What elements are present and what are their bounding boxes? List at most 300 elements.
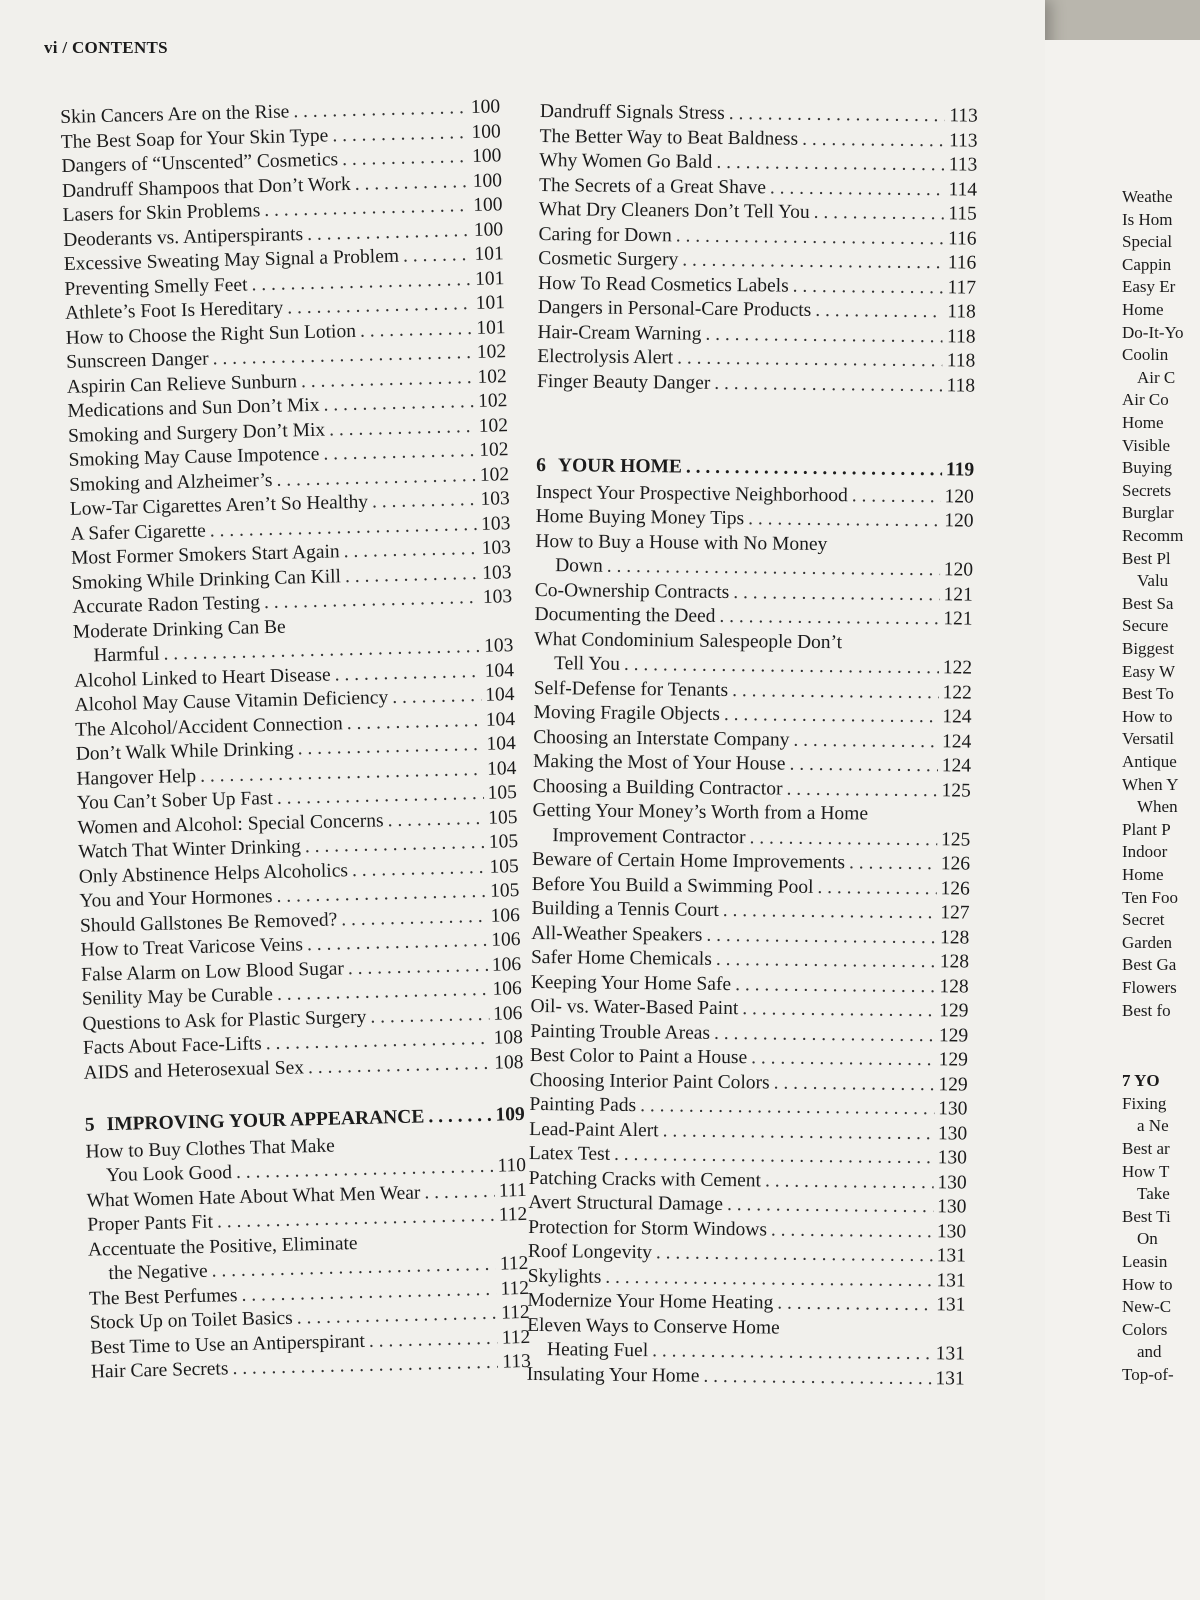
toc-page-number: 120 <box>944 510 974 532</box>
leader-dots <box>748 507 940 534</box>
toc-page-number: 127 <box>940 902 970 924</box>
toc-entry-title: The Secrets of a Great Shave <box>538 174 767 198</box>
toc-entry-title: Low-Tar Cigarettes Aren’t So Healthy <box>69 491 369 520</box>
leader-dots <box>765 1169 934 1195</box>
right-page-fragment: How T <box>1122 1161 1170 1181</box>
toc-page-number: 112 <box>500 1301 530 1324</box>
toc-entry-title: Avert Structural Damage <box>528 1191 724 1215</box>
toc-entry-title: Dangers in Personal-Care Products <box>537 296 812 321</box>
toc-page-number: 104 <box>486 733 516 755</box>
right-page-fragment: Best Ti <box>1122 1206 1171 1226</box>
toc-page-number: 100 <box>470 96 501 118</box>
toc-page-number: 112 <box>500 1277 530 1300</box>
right-page-fragment: Cappin <box>1122 254 1172 274</box>
page-number: vi <box>44 38 58 57</box>
toc-entry-title: How to Buy a House with No Money <box>535 530 828 555</box>
right-page-fragment: Flowers <box>1122 978 1177 997</box>
toc-page-number: 130 <box>937 1122 968 1145</box>
toc-page-number: 116 <box>947 252 977 274</box>
toc-entry-continuation: Down <box>555 555 603 577</box>
leader-dots <box>372 488 477 515</box>
toc-entry-title: Patching Cracks with Cement <box>528 1167 762 1191</box>
toc-entry-title: Protection for Storm Windows <box>528 1216 768 1240</box>
leader-dots <box>352 855 486 883</box>
toc-page-number: 125 <box>941 779 971 802</box>
leader-dots <box>264 586 479 616</box>
toc-entry-continuation: Tell You <box>553 653 621 675</box>
toc-entry-title: How to Choose the Right Sun Lotion <box>65 320 357 349</box>
toc-entry-title: Deoderants vs. Antiperspirants <box>63 223 304 251</box>
toc-entry-title: Athlete’s Foot Is Hereditary <box>64 297 284 324</box>
toc-page-number: 131 <box>936 1294 966 1316</box>
toc-entry-title: Hair-Cream Warning <box>537 321 702 345</box>
right-page-fragment: When Y <box>1122 774 1179 794</box>
right-page-fragment: When <box>1137 797 1178 817</box>
toc-entry-title: Accurate Radon Testing <box>71 592 261 618</box>
right-page-fragment: Burglar <box>1122 503 1174 523</box>
toc-entry-title: Hair Care Secrets <box>90 1358 229 1383</box>
leader-dots <box>614 1143 934 1171</box>
toc-page-number: 124 <box>941 755 972 777</box>
toc-page-number: 121 <box>943 608 973 630</box>
toc-entry-title: Most Former Smokers Start Again <box>70 541 340 569</box>
leader-dots <box>392 684 482 711</box>
toc-entry-title: Watch That Winter Drinking <box>77 836 302 863</box>
leader-dots <box>852 484 941 509</box>
right-page-fragment: Fixing <box>1122 1093 1167 1113</box>
leader-dots <box>332 121 468 149</box>
toc-entry-title: Choosing a Building Contractor <box>532 775 783 800</box>
toc-page-number: 104 <box>486 757 517 780</box>
toc-page-number: 118 <box>946 350 976 372</box>
right-page-fragment: Recomm <box>1122 526 1184 545</box>
chapter-page: 109 <box>495 1103 526 1126</box>
toc-entry-title: False Alarm on Low Blood Sugar <box>80 957 345 986</box>
toc-entry-title: Senility May be Curable <box>81 984 274 1010</box>
leader-dots <box>232 1351 498 1382</box>
toc-entry-title: What Women Hate About What Men Wear <box>86 1182 421 1212</box>
toc-entry-title: Dandruff Signals Stress <box>539 100 725 124</box>
right-page-fragment: Buying <box>1122 458 1173 478</box>
leader-dots <box>342 145 469 173</box>
toc-entry-title: Alcohol May Cause Vitamin Deficiency <box>74 687 389 716</box>
toc-entry-title: Aspirin Can Relieve Sunburn <box>66 370 298 398</box>
toc-page-number: 118 <box>947 301 976 323</box>
toc-page-number: 113 <box>948 154 978 176</box>
leader-dots <box>677 346 943 373</box>
toc-entry-continuation: Harmful <box>93 643 160 667</box>
toc-page-number: 121 <box>943 583 973 606</box>
toc-page-number: 128 <box>939 975 969 998</box>
leader-dots <box>817 875 936 901</box>
leader-dots <box>652 1339 932 1366</box>
toc-page-number: 128 <box>939 951 970 973</box>
toc-page-number: 130 <box>937 1196 967 1218</box>
chapter-number: 6 <box>536 454 547 477</box>
toc-page-number: 112 <box>501 1326 531 1349</box>
toc-page-number: 128 <box>939 926 970 949</box>
toc-page-number: 102 <box>477 390 508 412</box>
toc-entry-title: Choosing an Interstate Company <box>533 726 790 751</box>
toc-page-number: 108 <box>493 1026 524 1049</box>
toc-page-number: 126 <box>940 853 971 875</box>
toc-entry-title: Finger Beauty Danger <box>536 370 711 394</box>
toc-entry-title: The Best Perfumes <box>88 1284 238 1310</box>
toc-entry <box>537 369 975 398</box>
right-page-fragment: Leasin <box>1122 1252 1168 1271</box>
header-title: CONTENTS <box>71 38 168 57</box>
leader-dots <box>789 753 938 779</box>
toc-page-number: 103 <box>483 635 514 657</box>
toc-entry-title: Painting Trouble Areas <box>530 1020 711 1044</box>
right-page-fragment: Is Hom <box>1122 209 1173 229</box>
toc-page-number: 103 <box>482 586 513 608</box>
toc-entry-title: Preventing Smelly Feet <box>64 273 248 300</box>
toc-entry-title: Caring for Down <box>538 223 672 246</box>
toc-page-number: 113 <box>502 1350 532 1373</box>
toc-entry-title: You Can’t Sober Up Fast <box>76 788 274 814</box>
leader-dots <box>624 653 939 681</box>
toc-entry-title: Self-Defense for Tenants <box>533 677 729 701</box>
leader-dots <box>849 851 937 876</box>
toc-entry-title: Smoking and Surgery Don’t Mix <box>67 419 326 447</box>
toc-entry-title: Choosing Interior Paint Colors <box>529 1069 770 1093</box>
toc-entry <box>527 1362 965 1391</box>
toc-page-number: 102 <box>479 463 510 486</box>
toc-page-number: 102 <box>477 365 507 388</box>
leader-dots <box>656 1241 933 1268</box>
leader-dots <box>663 1119 935 1146</box>
leader-dots <box>727 1193 933 1220</box>
leader-dots <box>706 923 936 950</box>
toc-entry-title: How to Treat Varicose Veins <box>80 934 304 961</box>
running-header <box>44 38 168 58</box>
right-page-fragment: Garden <box>1122 932 1173 952</box>
toc-entry-title: Why Women Go Bald <box>539 149 713 173</box>
leader-dots <box>676 224 944 251</box>
toc-page-number: 124 <box>942 706 972 728</box>
leader-dots <box>370 1002 489 1029</box>
toc-page-number: 112 <box>498 1203 528 1226</box>
leader-dots <box>735 973 936 1000</box>
toc-entry-title: Cosmetic Surgery <box>538 247 679 271</box>
leader-dots <box>341 904 487 932</box>
chapter-heading <box>536 454 974 483</box>
toc-entry-title: What Condominium Salespeople Don’t <box>534 628 843 653</box>
toc-page-number: 130 <box>937 1147 968 1169</box>
toc-entry-title: Home Buying Money Tips <box>535 505 745 530</box>
toc-page-number: 101 <box>476 316 506 339</box>
toc-entry-title: A Safer Cigarette <box>70 520 207 545</box>
toc-page-number: 101 <box>475 292 506 314</box>
toc-page-number: 106 <box>491 929 521 951</box>
leader-dots <box>770 176 945 202</box>
leader-dots <box>786 777 937 803</box>
leader-dots <box>716 948 936 975</box>
right-page-fragment: How to <box>1122 706 1173 726</box>
toc-entry-title: Documenting the Deed <box>534 603 716 627</box>
toc-page-number: 105 <box>488 806 518 829</box>
toc-page-number: 129 <box>938 1073 968 1096</box>
toc-entry-title: Painting Pads <box>529 1093 637 1117</box>
toc-entry-title: Sunscreen Danger <box>66 348 209 373</box>
leader-dots <box>369 1326 498 1354</box>
toc-page-number: 100 <box>472 169 503 192</box>
toc-entry-title: Eleven Ways to Conserve Home <box>527 1314 780 1339</box>
toc-page-number: 104 <box>485 684 515 706</box>
toc-page-number: 118 <box>946 374 976 397</box>
toc-page-number: 106 <box>492 1002 523 1025</box>
toc-entry-title: Questions to Ask for Plastic Surgery <box>82 1006 367 1035</box>
right-page-fragment: Best Ga <box>1122 955 1177 975</box>
toc-entry-title: Dandruff Shampoos that Don’t Work <box>61 173 351 202</box>
right-page-fragment: Take <box>1137 1184 1170 1204</box>
toc-page-number: 124 <box>941 730 972 753</box>
right-page-fragment: Secret <box>1122 910 1165 930</box>
right-page-fragment: Secrets <box>1122 480 1172 500</box>
toc-page-number: 117 <box>947 276 977 299</box>
toc-entry-title: You and Your Hormones <box>79 886 273 912</box>
toc-column-right <box>527 100 978 1392</box>
leader-dots <box>348 953 489 981</box>
toc-entry-title: Best Color to Paint a House <box>529 1044 748 1069</box>
leader-dots <box>345 561 479 589</box>
leader-dots <box>777 1292 932 1318</box>
toc-entry-title: Beware of Certain Home Improvements <box>531 848 846 874</box>
right-page-fragment: Biggest <box>1122 639 1174 658</box>
right-page-fragment: Air Co <box>1122 390 1169 410</box>
leader-dots <box>719 605 939 632</box>
leader-dots <box>360 316 473 343</box>
right-page-fragment: Colors <box>1122 1319 1168 1339</box>
toc-page-number: 130 <box>937 1171 967 1194</box>
toc-entry-continuation: Improvement Contractor <box>552 824 746 848</box>
leader-dots <box>343 537 478 565</box>
chapter-number: 5 <box>84 1114 95 1136</box>
toc-page-number: 105 <box>488 831 519 853</box>
toc-page-number: 114 <box>948 178 978 201</box>
right-page-fragment: Weathe <box>1122 187 1173 206</box>
toc-page-number: 101 <box>474 243 504 265</box>
toc-page-number: 122 <box>942 657 973 679</box>
toc-entry-title: Electrolysis Alert <box>537 345 674 369</box>
toc-page-number: 113 <box>949 105 978 127</box>
leader-dots <box>682 248 944 275</box>
right-page-fragment: Ten Foo <box>1122 887 1178 907</box>
toc-page-number: 103 <box>481 537 512 559</box>
toc-page-number: 125 <box>940 828 971 851</box>
toc-page-number: 131 <box>936 1245 967 1267</box>
toc-entry-title: The Better Way to Beat Baldness <box>539 125 799 150</box>
toc-entry-title: Proper Pants Fit <box>87 1211 214 1236</box>
leader-dots <box>814 201 945 227</box>
toc-entry-title: Safer Home Chemicals <box>530 946 712 970</box>
toc-entry-title: Skin Cancers Are on the Rise <box>60 101 290 128</box>
toc-page-number: 120 <box>943 559 974 581</box>
toc-page-number: 106 <box>491 953 522 976</box>
right-page-fragment: Visible <box>1122 435 1171 455</box>
toc-page-number: 131 <box>935 1343 966 1365</box>
leader-dots <box>802 127 945 153</box>
toc-entry-title: Hangover Help <box>76 765 197 790</box>
chapter-title: YOUR HOME <box>557 455 683 478</box>
right-page-fragment: Coolin <box>1122 345 1169 365</box>
leader-dots <box>428 1104 492 1130</box>
toc-entry-title: Oil- vs. Water-Based Paint <box>530 995 739 1020</box>
toc-entry-title: Best Time to Use an Antiperspirant <box>90 1330 366 1359</box>
right-page-fragment: Best ar <box>1122 1139 1170 1158</box>
toc-page-number: 113 <box>948 129 978 152</box>
chapter-title: IMPROVING YOUR APPEARANCE <box>106 1106 425 1136</box>
right-page-fragment: Easy Er <box>1122 277 1176 297</box>
toc-page-number: 101 <box>474 267 505 290</box>
toc-entry-title: What Dry Cleaners Don’t Tell You <box>538 198 810 223</box>
right-page-fragment: Home <box>1122 413 1164 432</box>
toc-entry-continuation: Heating Fuel <box>546 1339 649 1362</box>
leader-dots <box>354 170 469 197</box>
toc-entry-title: All-Weather Speakers <box>531 922 703 946</box>
toc-entry-title: Women and Alcohol: Special Concerns <box>77 809 384 839</box>
toc-entry-title: Accentuate the Positive, Eliminate <box>87 1232 358 1261</box>
leader-dots <box>724 703 939 730</box>
toc-entry-title: Inspect Your Prospective Neighborhood <box>535 481 848 506</box>
toc-entry-continuation: You Look Good <box>105 1162 233 1187</box>
toc-page-number: 104 <box>485 708 516 731</box>
toc-entry-title: AIDS and Heterosexual Sex <box>83 1056 305 1084</box>
leader-dots <box>308 1051 491 1080</box>
toc-page-number: 111 <box>498 1179 527 1202</box>
toc-page-number: 126 <box>940 877 970 900</box>
toc-entry-title: Stock Up on Toilet Basics <box>89 1307 293 1334</box>
right-page-fragment: New-C <box>1122 1297 1172 1317</box>
toc-entry-title: Co-Ownership Contracts <box>534 579 730 603</box>
toc-entry-title: Moving Fragile Objects <box>533 701 720 725</box>
toc-entry-title: Keeping Your Home Safe <box>530 971 732 995</box>
leader-dots <box>714 1021 935 1048</box>
right-page-fragment: Plant P <box>1122 819 1171 839</box>
toc-page-number: 115 <box>948 203 977 225</box>
toc-entry-title: Insulating Your Home <box>526 1363 700 1387</box>
toc-page-number: 102 <box>479 439 509 461</box>
toc-entry-title: Making the Most of Your House <box>532 750 786 775</box>
leader-dots <box>346 708 482 736</box>
leader-dots <box>607 555 940 583</box>
header-separator: / <box>62 38 68 57</box>
toc-page-number: 100 <box>471 120 502 143</box>
toc-entry-title: Skylights <box>527 1265 602 1288</box>
toc-entry-title: Building a Tennis Court <box>531 897 719 921</box>
right-page-fragment: How to <box>1122 1274 1173 1294</box>
leader-dots <box>329 414 475 442</box>
toc-page-number: 112 <box>499 1252 529 1275</box>
toc-entry-title: Dangers of “Unscented” Cosmetics <box>61 149 339 177</box>
toc-page-number: 102 <box>478 414 509 437</box>
right-page-fragment: Easy W <box>1122 661 1176 681</box>
toc-page-number: 120 <box>944 485 974 508</box>
toc-page-number: 103 <box>480 488 510 510</box>
leader-dots <box>723 899 937 926</box>
toc-page-number: 108 <box>493 1051 524 1074</box>
leader-dots <box>334 659 481 687</box>
toc-page-number: 102 <box>476 341 507 363</box>
toc-entry-title: Should Gallstones Be Removed? <box>79 908 338 937</box>
leader-dots <box>387 806 484 833</box>
leader-dots <box>705 322 943 349</box>
toc-entry-title: How to Buy Clothes That Make <box>85 1135 336 1163</box>
right-page <box>1045 40 1200 1600</box>
leader-dots <box>771 1218 933 1244</box>
leader-dots <box>815 299 943 325</box>
toc-page-number: 104 <box>484 659 515 682</box>
right-page-fragment: Home <box>1122 865 1164 884</box>
toc-entry-title: The Best Soap for Your Skin Type <box>60 124 329 153</box>
leader-dots <box>716 151 945 178</box>
toc-page-number: 110 <box>497 1154 527 1177</box>
leader-dots <box>774 1071 935 1097</box>
right-page-fragment: On <box>1137 1229 1158 1249</box>
leader-dots <box>323 390 474 418</box>
toc-entry-title: Getting Your Money’s Worth from a Home <box>532 799 869 825</box>
toc-entry-title: Lasers for Skin Problems <box>62 200 261 226</box>
toc-page-number: 118 <box>946 325 976 348</box>
toc-page-number: 103 <box>482 561 512 584</box>
toc-page-number: 106 <box>490 904 521 927</box>
toc-entry-title: Roof Longevity <box>527 1240 653 1264</box>
toc-page-number: 131 <box>936 1269 966 1292</box>
right-page-fragment: Best fo <box>1122 1000 1171 1020</box>
right-page-fragment: Versatil <box>1122 729 1174 749</box>
leader-dots <box>733 581 940 608</box>
right-page-fragment: 7 YO <box>1122 1071 1160 1091</box>
toc-page-number: 116 <box>947 227 977 250</box>
leader-dots <box>793 274 944 300</box>
right-page-fragment: and <box>1137 1342 1162 1362</box>
right-page-fragment: Antique <box>1122 752 1177 771</box>
right-page-fragment: Best Sa <box>1122 593 1174 613</box>
toc-entry-title: Only Abstinence Helps Alcoholics <box>78 859 349 888</box>
toc-entry-title: Alcohol Linked to Heart Disease <box>73 664 331 692</box>
leader-dots <box>749 826 937 852</box>
toc-page-number: 105 <box>489 855 519 878</box>
toc-page-number: 106 <box>492 977 522 1000</box>
right-page-fragment: a Ne <box>1137 1116 1169 1136</box>
leader-dots <box>751 1046 935 1072</box>
leader-dots <box>793 728 938 754</box>
leader-dots <box>742 997 935 1024</box>
leader-dots <box>323 439 476 467</box>
toc-entry-title: How To Read Cosmetics Labels <box>537 272 789 297</box>
toc-entry-title: Moderate Drinking Can Be <box>72 616 286 643</box>
toc-entry-title: Medications and Sun Don’t Mix <box>67 394 320 422</box>
toc-entry-title: Facts About Face-Lifts <box>82 1033 262 1059</box>
toc-entry-title: Smoking While Drinking Can Kill <box>71 565 342 594</box>
leader-dots <box>424 1179 495 1205</box>
toc-page-number: 122 <box>942 681 972 704</box>
toc-page-number: 129 <box>938 1049 969 1071</box>
toc-page-number: 129 <box>939 1000 969 1022</box>
toc-entry-title: Smoking May Cause Impotence <box>68 443 320 471</box>
toc-page-number: 105 <box>489 880 520 902</box>
leader-dots <box>640 1094 934 1122</box>
leader-dots <box>732 679 939 706</box>
leader-dots <box>729 102 946 129</box>
toc-column-left <box>60 95 531 1385</box>
toc-page-number: 129 <box>938 1024 969 1047</box>
toc-entry-title: Lead-Paint Alert <box>529 1118 659 1141</box>
leader-dots <box>714 371 942 398</box>
leader-dots <box>703 1364 931 1391</box>
toc-page-number: 131 <box>935 1367 965 1390</box>
